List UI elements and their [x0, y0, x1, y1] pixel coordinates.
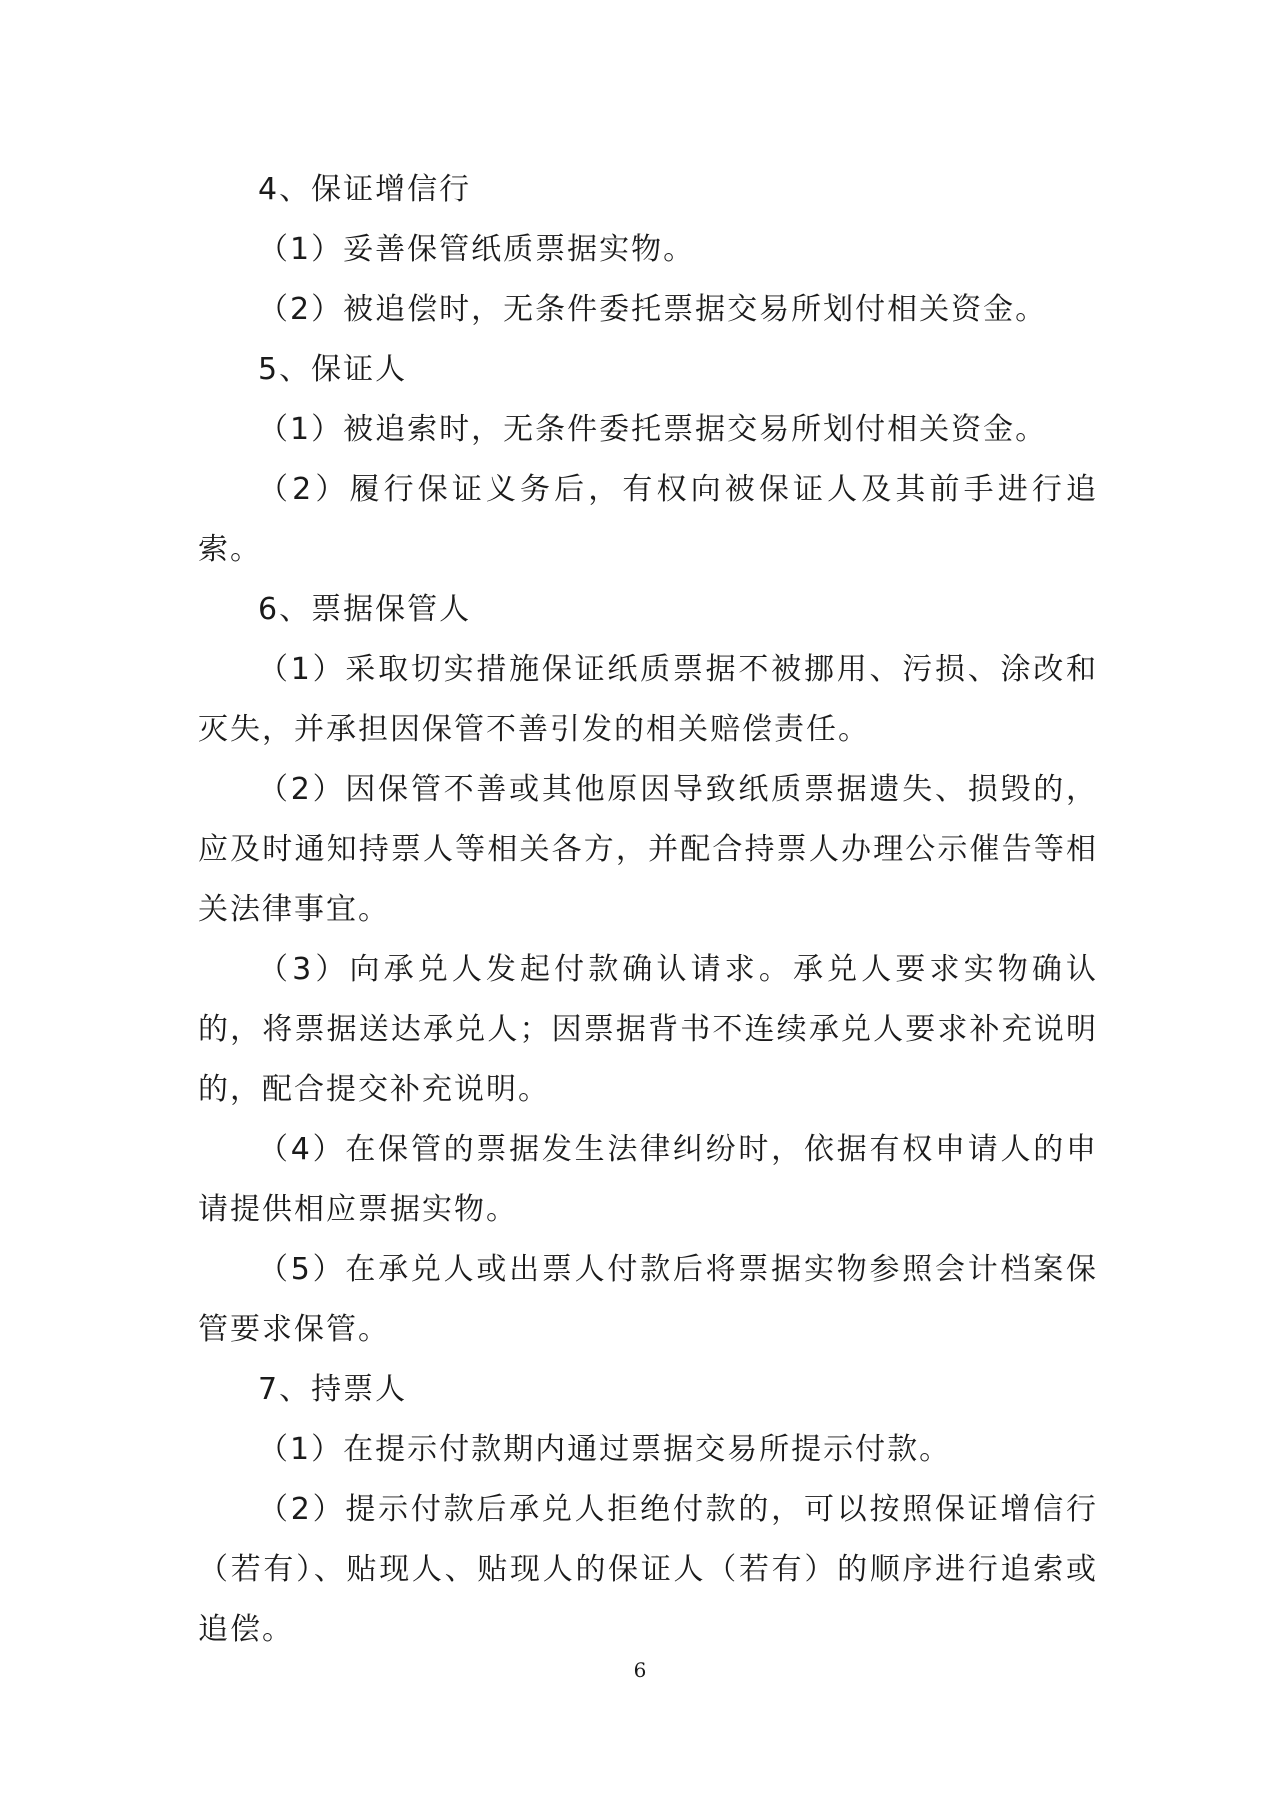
- section-heading-holder: 7、持票人: [258, 1372, 408, 1407]
- section-heading-guarantee-bank: 4、保证增信行: [258, 172, 472, 207]
- section-heading-guarantor: 5、保证人: [258, 352, 408, 387]
- paragraph: （2）被追偿时，无条件委托票据交易所划付相关资金。: [258, 292, 1048, 327]
- page-number: 6: [633, 1658, 647, 1682]
- body-text: [198, 160, 1098, 1660]
- paragraph: （4）在保管的票据发生法律纠纷时，依据有权申请人的申请提供相应票据实物。: [198, 1132, 1098, 1227]
- section-heading-custodian: 6、票据保管人: [258, 592, 472, 627]
- paragraph: （1）采取切实措施保证纸质票据不被挪用、污损、涂改和灭失，并承担因保管不善引发的相关赔偿责任。: [198, 652, 1098, 747]
- paragraph: （2）履行保证义务后，有权向被保证人及其前手进行追索。: [198, 472, 1098, 567]
- paragraph: （2）提示付款后承兑人拒绝付款的，可以按照保证增信行（若有）、贴现人、贴现人的保证人（若有）的顺序进行追索或追偿。: [198, 1492, 1098, 1647]
- paragraph: （3）向承兑人发起付款确认请求。承兑人要求实物确认的，将票据送达承兑人；因票据背书不连续承兑人要求补充说明的，配合提交补充说明。: [198, 952, 1098, 1107]
- paragraph: （1）妥善保管纸质票据实物。: [258, 232, 696, 267]
- paragraph: （1）被追索时，无条件委托票据交易所划付相关资金。: [258, 412, 1048, 447]
- paragraph: （1）在提示付款期内通过票据交易所提示付款。: [258, 1432, 952, 1467]
- paragraph: （2）因保管不善或其他原因导致纸质票据遗失、损毁的，应及时通知持票人等相关各方，并配合持票人办理公示催告等相关法律事宜。: [198, 772, 1098, 927]
- paragraph: （5）在承兑人或出票人付款后将票据实物参照会计档案保管要求保管。: [198, 1252, 1098, 1347]
